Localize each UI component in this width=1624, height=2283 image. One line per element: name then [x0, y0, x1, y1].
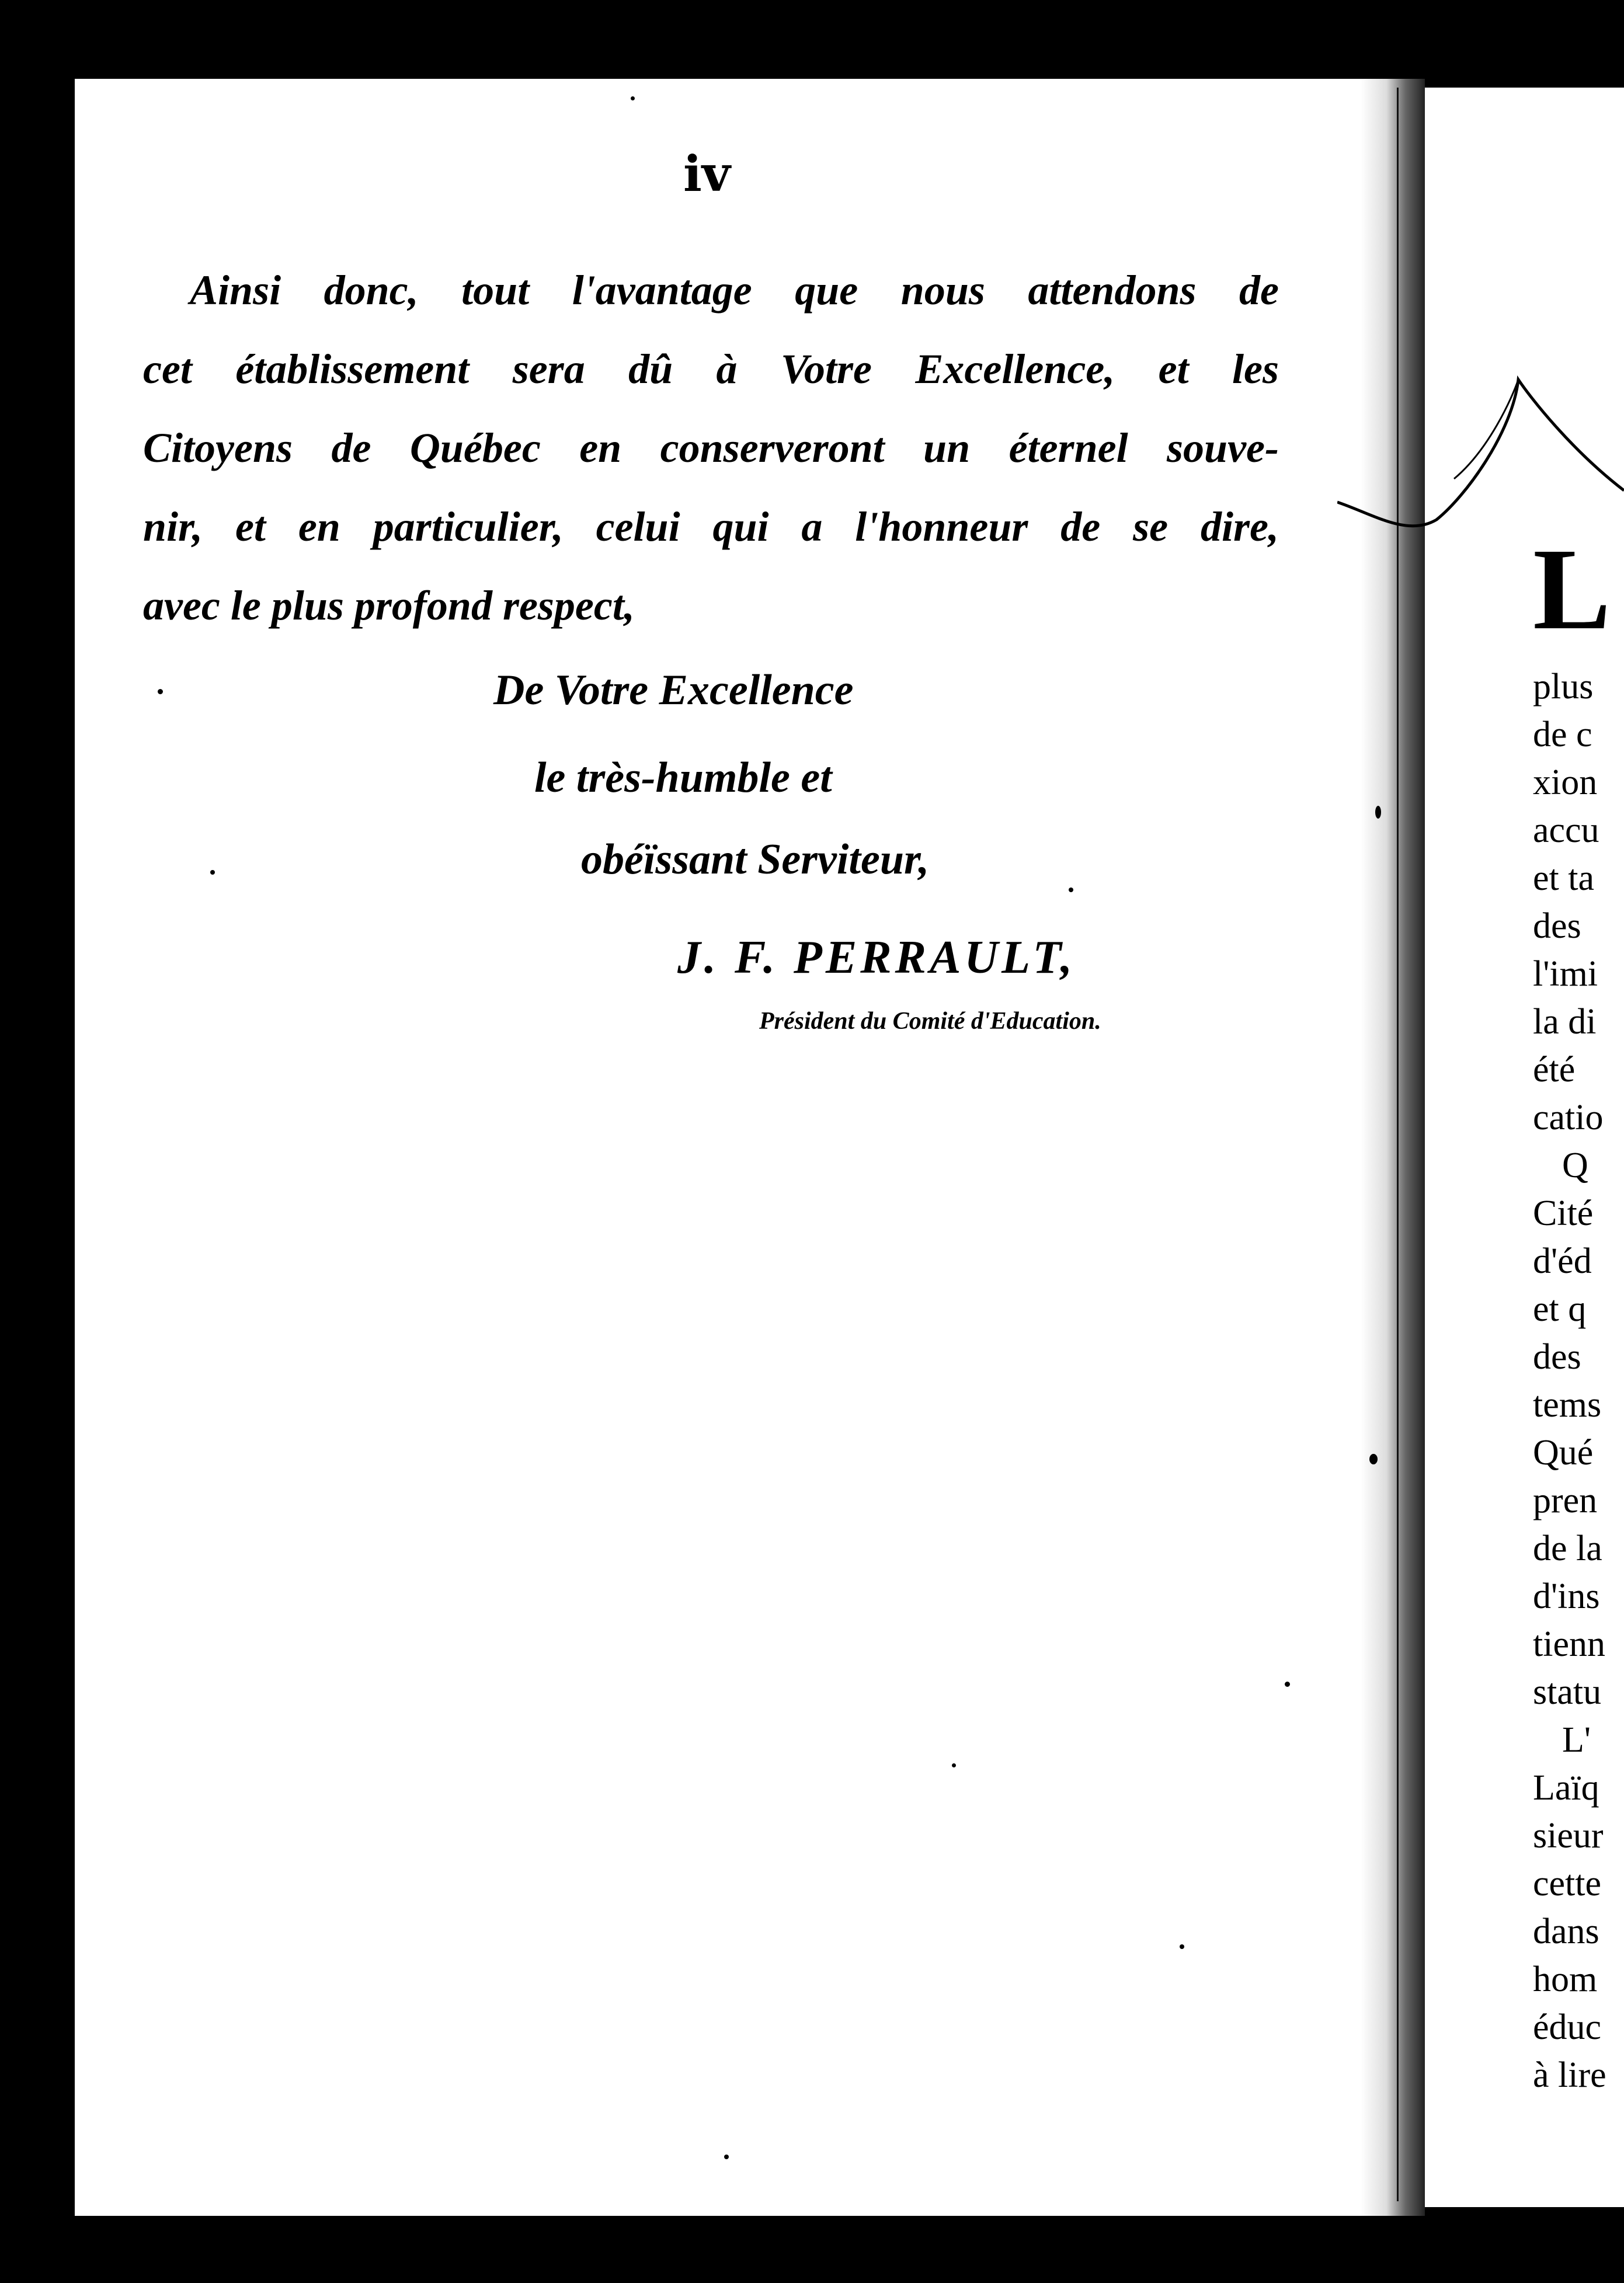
facing-line: de la: [1533, 1529, 1602, 1568]
facing-dropcap: L: [1533, 525, 1611, 654]
loose-thread: [1337, 362, 1624, 549]
facing-line: Qué: [1533, 1433, 1594, 1473]
facing-line: l'imi: [1533, 954, 1598, 994]
facing-line: et ta: [1533, 858, 1594, 898]
speck: [1069, 888, 1073, 892]
closing-line-1: De Votre Excellence: [493, 666, 854, 714]
speck: [1180, 1944, 1184, 1949]
facing-line: L': [1562, 1720, 1591, 1760]
facing-line: sieur: [1533, 1816, 1604, 1856]
facing-line: tienn: [1533, 1624, 1605, 1664]
paragraph-line: Citoyens de Québec en conserveront un éternel souve-: [143, 424, 1279, 471]
facing-line: Cité: [1533, 1193, 1594, 1233]
paragraph-line: avec le plus profond respect,: [143, 582, 635, 629]
facing-line: de c: [1533, 715, 1592, 754]
facing-line: statu: [1533, 1672, 1602, 1712]
facing-line: plus: [1533, 667, 1594, 707]
speck: [952, 1763, 956, 1767]
facing-line: des: [1533, 906, 1581, 946]
paragraph-line: Ainsi donc, tout l'avantage que nous attendons de: [190, 267, 1279, 314]
facing-line: des: [1533, 1337, 1581, 1377]
speck: [210, 870, 215, 875]
page-number: iv: [683, 145, 731, 203]
facing-text-fragments: [1533, 663, 1606, 2099]
facing-line: éduc: [1533, 2007, 1602, 2047]
facing-line: cette: [1533, 1864, 1602, 1903]
closing-line-3: obéïssant Serviteur,: [581, 836, 930, 883]
paragraph-line: cet établissement sera dû à Votre Excellence, et les: [143, 346, 1279, 392]
dedication-paragraph: [143, 251, 1279, 645]
facing-line: Laïq: [1533, 1768, 1599, 1808]
facing-line: xion: [1533, 763, 1598, 802]
speck: [158, 689, 163, 694]
facing-line: d'éd: [1533, 1241, 1592, 1281]
facing-line: catio: [1533, 1098, 1604, 1137]
facing-line: Q: [1562, 1146, 1588, 1185]
closing-line-2: le très-humble et: [534, 754, 832, 802]
facing-line: accu: [1533, 810, 1599, 850]
facing-line: et q: [1533, 1289, 1587, 1329]
facing-line: pren: [1533, 1481, 1598, 1520]
speck: [1285, 1682, 1290, 1687]
speck: [724, 2155, 729, 2159]
facing-line: dans: [1533, 1912, 1599, 1951]
speck: [631, 96, 635, 100]
speck: [1369, 1454, 1378, 1464]
facing-line: la di: [1533, 1002, 1597, 1042]
facing-line: hom: [1533, 1960, 1598, 1999]
facing-line: tems: [1533, 1385, 1602, 1425]
facing-line: à lire: [1533, 2055, 1606, 2095]
facing-line: d'ins: [1533, 1576, 1600, 1616]
speck: [1375, 806, 1381, 819]
signature-name: J. F. PERRAULT,: [677, 932, 1076, 983]
signature-title: Président du Comité d'Education.: [759, 1008, 1101, 1035]
paragraph-line: nir, et en particulier, celui qui a l'honneur de se dire,: [143, 503, 1279, 550]
facing-line: été: [1533, 1050, 1576, 1090]
